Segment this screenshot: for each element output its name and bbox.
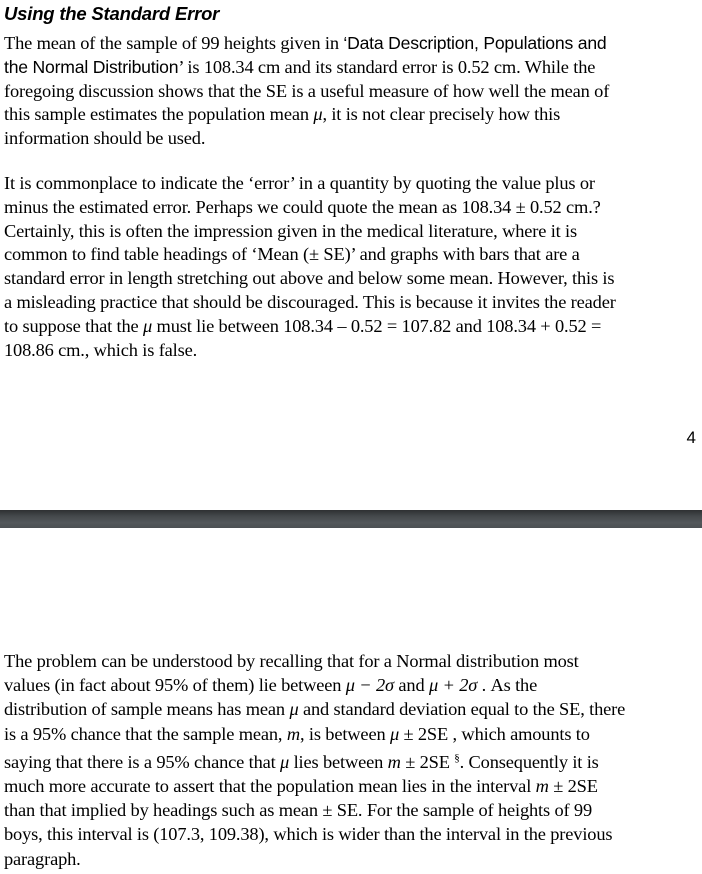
text: lies between	[289, 751, 388, 772]
page-separator	[0, 510, 702, 528]
text: and standard deviation equal to the SE, there	[298, 699, 626, 720]
math-expression: μ − 2σ	[345, 675, 394, 696]
paragraph-3-line	[4, 697, 702, 721]
text: values (in fact about 95% of them) lie between	[4, 675, 346, 696]
math-symbol-m: m	[387, 751, 401, 772]
text: is a 95% chance that the sample mean,	[4, 723, 287, 744]
text: ± 2SE	[548, 776, 598, 797]
text: ’ is 108.34 cm and its standard error is 0.52 cm. While the	[178, 56, 596, 77]
paragraph-2-line: standard error in length stretching out above and below some mean. However, this is	[4, 268, 615, 289]
paragraph-3-line	[4, 722, 702, 746]
footnote-marker[interactable]: §	[454, 751, 460, 764]
section-heading: Using the Standard Error	[4, 3, 220, 24]
paragraph-1-line: information should be used.	[4, 128, 206, 149]
text: saying that there is a 95% chance that	[4, 751, 281, 772]
text: ± 2SE , which amounts to	[399, 723, 590, 744]
math-expression: μ + 2σ	[428, 675, 478, 696]
text: , it is not clear precisely how this	[322, 104, 561, 125]
text: . As the	[477, 675, 538, 696]
math-symbol-mu: μ	[389, 723, 400, 744]
paragraph-2-line: common to find table headings of ‘Mean (± SE)’ and graphs with bars that are a	[4, 244, 580, 265]
paragraph-1-line	[4, 56, 702, 80]
text: distribution of sample means has mean	[4, 699, 290, 720]
paragraph-3	[4, 649, 702, 871]
paragraph-1-line	[4, 103, 702, 127]
text: much more accurate to assert that the population mean lies in the interval	[4, 776, 536, 797]
text: , is between	[299, 723, 390, 744]
math-symbol-mu: μ	[280, 751, 290, 772]
document-reference: ‘Data Description, Populations and	[343, 33, 607, 53]
math-symbol-mu: μ	[289, 699, 299, 720]
document-reference: the Normal Distribution	[4, 56, 179, 77]
text: and	[393, 675, 429, 696]
paragraph-3-line: than that implied by headings such as mean ± SE. For the sample of heights of 99	[4, 800, 593, 821]
paragraph-2	[4, 172, 702, 362]
paragraph-3-line	[4, 774, 702, 798]
paragraph-3-line	[4, 673, 702, 697]
text: must lie between 108.34 – 0.52 = 107.82 and 108.34 + 0.52 =	[152, 315, 602, 336]
math-symbol-mu: μ	[143, 315, 153, 336]
paragraph-2-line: a misleading practice that should be discouraged. This is because it invites the reader	[4, 291, 616, 312]
paragraph-2-line: minus the estimated error. Perhaps we could quote the mean as 108.34 ± 0.52 cm.?	[4, 196, 601, 217]
paragraph-2-line	[4, 315, 702, 339]
paragraph-3-line: The problem can be understood by recalling that for a Normal distribution most	[4, 651, 579, 671]
page-number: 4	[686, 428, 696, 447]
math-symbol-mu: μ	[313, 104, 323, 125]
paragraph-3-line	[4, 746, 702, 774]
paragraph-1-line: foregoing discussion shows that the SE is a useful measure of how well the mean of	[4, 80, 610, 101]
paragraph-1	[4, 32, 702, 151]
text: ± 2SE	[400, 751, 455, 772]
paragraph-2-line: Certainly, this is often the impression given in the medical literature, where it is	[4, 220, 578, 241]
math-symbol-m: m	[286, 723, 300, 744]
paragraph-2-line: It is commonplace to indicate the ‘error’ in a quantity by quoting the value plus or	[4, 173, 595, 193]
paragraph-2-line: 108.86 cm., which is false.	[4, 339, 198, 360]
math-symbol-m: m	[535, 776, 549, 797]
text: . Consequently it is	[459, 751, 599, 772]
paragraph-3-line: paragraph.	[4, 848, 81, 869]
text: to suppose that the	[4, 315, 143, 336]
text: this sample estimates the population mean	[4, 104, 314, 125]
paragraph-3-line: boys, this interval is (107.3, 109.38), which is wider than the interval in the previous	[4, 824, 613, 845]
text: The mean of the sample of 99 heights given in	[4, 33, 344, 53]
paragraph-1-line	[4, 32, 702, 56]
